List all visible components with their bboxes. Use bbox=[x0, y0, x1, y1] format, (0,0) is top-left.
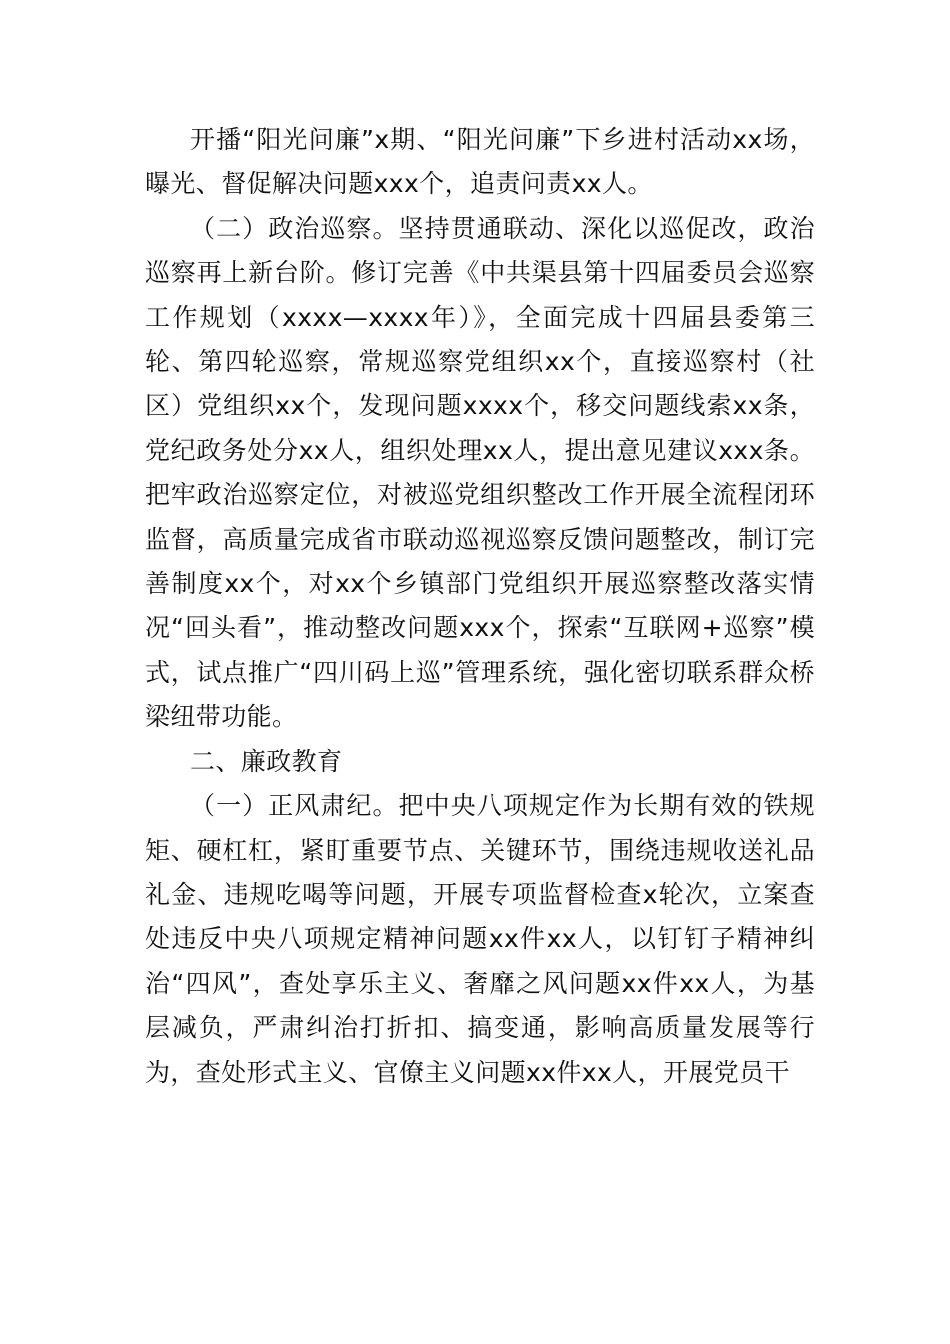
paragraph-political-inspection: （二）政治巡察。坚持贯通联动、深化以巡促改，政治巡察再上新台阶。修订完善《中共渠县第十四届委员会巡察工作规划（xxxx—xxxx年）》，全面完成十四届县委第三轮、第四轮巡察，常规巡察党组织xx个，直接巡察村（社区）党组织xx个，发现问题xxxx个，移交问题线索xx条，党纪政务处分xx人，组织处理xx人，提出意见建议xxx条。把牢政治巡察定位，对被巡党组织整改工作开展全流程闭环监督，高质量完成省市联动巡视巡察反馈问题整改，制订完善制度xx个，对xx个乡镇部门党组织开展巡察整改落实情况“回头看”，推动整改问题xxx个，探索“互联网+巡察”模式，试点推广“四川码上巡”管理系统，强化密切联系群众桥梁纽带功能。 bbox=[145, 213, 815, 732]
section-heading-integrity-education: 二、廉政教育 bbox=[190, 746, 343, 776]
paragraph-yangguang-wenlian: 开播“阳光问廉”x期、“阳光问廉”下乡进村活动xx场，曝光、督促解决问题xxx个，追责问责xx人。 bbox=[145, 125, 815, 199]
paragraph-discipline-rectification: （一）正风肃纪。把中央八项规定作为长期有效的铁规矩、硬杠杠，紧盯重要节点、关键环节，围绕违规收送礼品礼金、违规吃喝等问题，开展专项监督检查x轮次，立案查处违反中央八项规定精神问题xx件xx人，以钉钉子精神纠治“四风”，查处享乐主义、奢靡之风问题xx件xx人，为基层减负，严肃纠治打折扣、搞变通，影响高质量发展等行为，查处形式主义、官僚主义问题xx件xx人，开展党员干 bbox=[145, 791, 815, 1087]
document-body bbox=[145, 118, 815, 1095]
